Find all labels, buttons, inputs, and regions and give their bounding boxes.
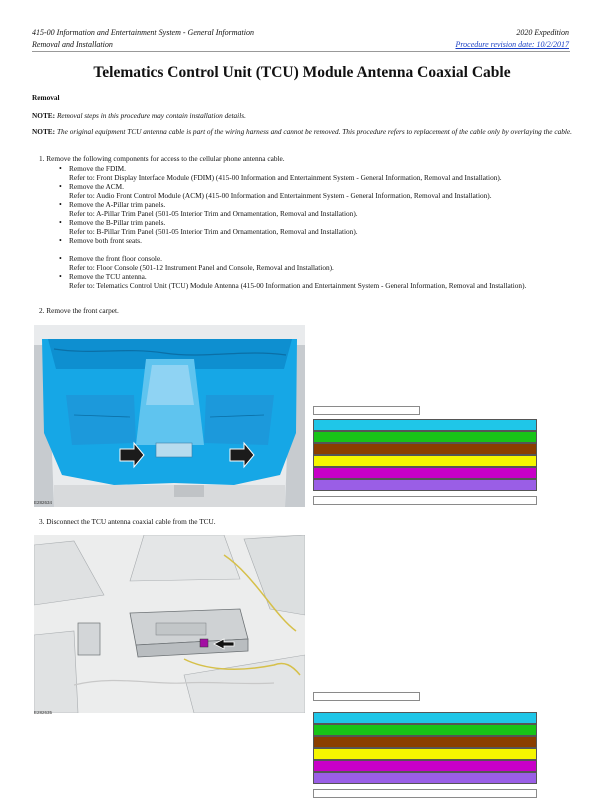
note-text: The original equipment TCU antenna cable is part of the wiring harness and cannot be removed. This procedure refers to replacement of the cable only by overlaying the cable. bbox=[56, 127, 572, 136]
item-ref: Refer to: Front Display Interface Module (FDIM) (415-00 Information and Entertainment System - General Information, Removal and Installation). bbox=[69, 173, 502, 182]
note-text: Removal steps in this procedure may contain installation details. bbox=[56, 111, 246, 120]
item-ref: Refer to: Audio Front Control Module (ACM) (415-00 Information and Entertainment System - General Information, Removal and Installation). bbox=[69, 191, 492, 200]
legend-2-row bbox=[313, 772, 537, 784]
figure-floor-carpet bbox=[34, 325, 305, 507]
tcu-illustration bbox=[34, 535, 305, 713]
item-ref: Refer to: A-Pillar Trim Panel (501-05 Interior Trim and Ornamentation, Removal and Installation). bbox=[69, 209, 358, 218]
item-main: • Remove the A-Pillar trim panels. bbox=[69, 200, 166, 209]
legend-2-row bbox=[313, 748, 537, 760]
item-main: • Remove the B-Pillar trim panels. bbox=[69, 218, 166, 227]
legend-2-row bbox=[313, 724, 537, 736]
figure-tcu bbox=[34, 535, 305, 713]
floor-carpet-illustration bbox=[34, 325, 305, 507]
item-ref: Refer to: Telematics Control Unit (TCU) Module Antenna (415-00 Information and Entertainment System - General Information, Removal and Installation). bbox=[69, 281, 527, 290]
step-1 bbox=[39, 154, 569, 290]
legend-1-row bbox=[313, 467, 537, 479]
list-item bbox=[59, 272, 569, 290]
header-doc-section: 415-00 Information and Entertainment System - General Information bbox=[32, 28, 254, 37]
header-model-year: 2020 Expedition bbox=[516, 28, 569, 37]
item-main: • Remove the TCU antenna. bbox=[69, 272, 147, 281]
legend-1-header bbox=[313, 406, 420, 415]
item-main: • Remove the ACM. bbox=[69, 182, 124, 191]
header-doc-type: Removal and Installation bbox=[32, 40, 113, 49]
legend-1-row bbox=[313, 455, 537, 467]
step-3-text: 3. Disconnect the TCU antenna coaxial cable from the TCU. bbox=[39, 517, 216, 526]
item-ref: Refer to: Floor Console (501-12 Instrument Panel and Console, Removal and Installation). bbox=[69, 263, 334, 272]
item-main: • Remove the front floor console. bbox=[69, 254, 163, 263]
legend-1-row bbox=[313, 443, 537, 455]
legend-2-row bbox=[313, 712, 537, 724]
item-main: • Remove the FDIM. bbox=[69, 164, 126, 173]
legend-2-row bbox=[313, 736, 537, 748]
note-label: NOTE: bbox=[32, 111, 56, 120]
header-divider bbox=[32, 51, 570, 52]
step-1-list bbox=[59, 164, 569, 290]
note-2 bbox=[32, 127, 572, 136]
figure-2-id: E282635 bbox=[34, 710, 53, 715]
figure-1-id: E282634 bbox=[34, 500, 53, 505]
note-1 bbox=[32, 111, 572, 120]
note-label: NOTE: bbox=[32, 127, 56, 136]
legend-1-row bbox=[313, 419, 537, 431]
legend-1-row bbox=[313, 431, 537, 443]
legend-1-footer bbox=[313, 496, 537, 505]
item-main: • Remove both front seats. bbox=[69, 236, 142, 245]
legend-1-row bbox=[313, 479, 537, 491]
list-item bbox=[59, 200, 569, 218]
legend-2-header bbox=[313, 692, 420, 701]
list-item bbox=[59, 254, 569, 272]
list-item bbox=[59, 218, 569, 236]
page-title: Telematics Control Unit (TCU) Module Antenna Coaxial Cable bbox=[93, 64, 511, 81]
legend-2-row bbox=[313, 760, 537, 772]
section-heading: Removal bbox=[32, 93, 60, 102]
step-2-text: 2. Remove the front carpet. bbox=[39, 306, 119, 315]
list-item bbox=[59, 182, 569, 200]
legend-2-footer bbox=[313, 789, 537, 798]
list-item bbox=[59, 236, 569, 245]
revision-date-link[interactable]: Procedure revision date: 10/2/2017 bbox=[455, 40, 569, 49]
item-ref: Refer to: B-Pillar Trim Panel (501-05 Interior Trim and Ornamentation, Removal and Installation). bbox=[69, 227, 358, 236]
list-item bbox=[59, 164, 569, 182]
step-1-text: 1. Remove the following components for access to the cellular phone antenna cable. bbox=[39, 154, 285, 163]
